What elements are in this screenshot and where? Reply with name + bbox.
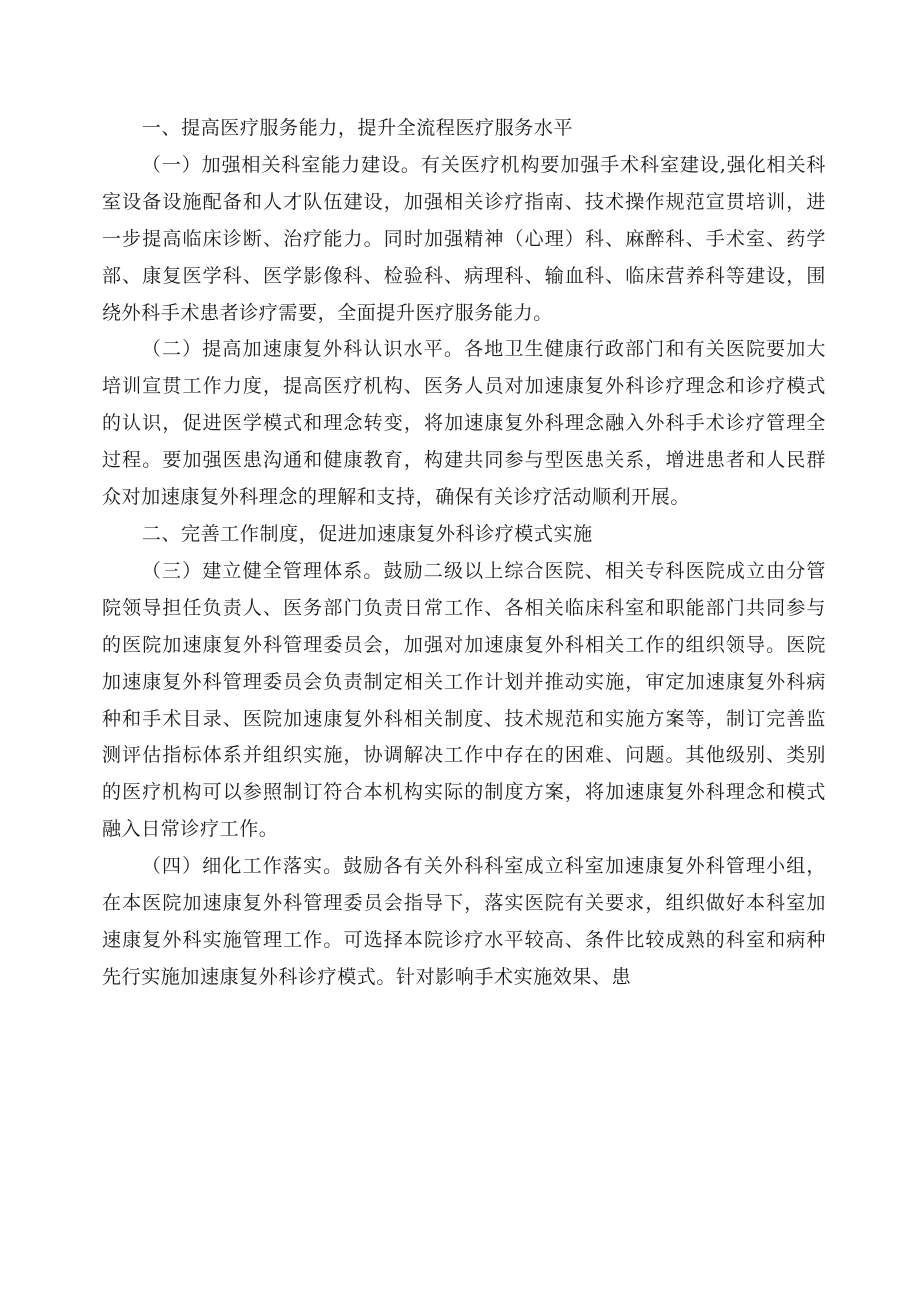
paragraph-1: （一）加强相关科室能力建设。有关医疗机构要加强手术科室建设,强化相关科室设备设施配备和人才队伍建设，加强相关诊疗指南、技术操作规范宣贯培训，进一步提高临床诊断、治疗能力。同时加强精神（心理）科、麻醉科、手术室、药学部、康复医学科、医学影像科、检验科、病理科、输血科、临床营养科等建设，围绕外科手术患者诊疗需要，全面提升医疗服务能力。	[102, 153, 826, 324]
paragraph-2: （二）提高加速康复外科认识水平。各地卫生健康行政部门和有关医院要加大培训宣贯工作力度，提高医疗机构、医务人员对加速康复外科诊疗理念和诊疗模式的认识，促进医学模式和理念转变，将加速康复外科理念融入外科手术诊疗管理全过程。要加强医患沟通和健康教育，构建共同参与型医患关系，增进患者和人民群众对加速康复外科理念的理解和支持，确保有关诊疗活动顺利开展。	[102, 338, 826, 509]
document-page	[102, 110, 826, 996]
section-heading-1: 一、提高医疗服务能力，提升全流程医疗服务水平	[141, 117, 574, 139]
paragraph-3: （三）建立健全管理体系。鼓励二级以上综合医院、相关专科医院成立由分管院领导担任负责人、医务部门负责日常工作、各相关临床科室和职能部门共同参与的医院加速康复外科管理委员会，加强对加速康复外科相关工作的组织领导。医院加速康复外科管理委员会负责制定相关工作计划并推动实施，审定加速康复外科病种和手术目录、医院加速康复外科相关制度、技术规范和实施方案等，制订完善监测评估指标体系并组织实施，协调解决工作中存在的困难、问题。其他级别、类别的医疗机构可以参照制订符合本机构实际的制度方案，将加速康复外科理念和模式融入日常诊疗工作。	[102, 559, 826, 841]
section-heading-2: 二、完善工作制度，促进加速康复外科诊疗模式实施	[141, 522, 593, 545]
paragraph-4: （四）细化工作落实。鼓励各有关外科科室成立科室加速康复外科管理小组，在本医院加速康复外科管理委员会指导下，落实医院有关要求，组织做好本科室加速康复外科实施管理工作。可选择本院诊疗水平较高、条件比较成熟的科室和病种先行实施加速康复外科诊疗模式。针对影响手术实施效果、患	[102, 855, 826, 988]
